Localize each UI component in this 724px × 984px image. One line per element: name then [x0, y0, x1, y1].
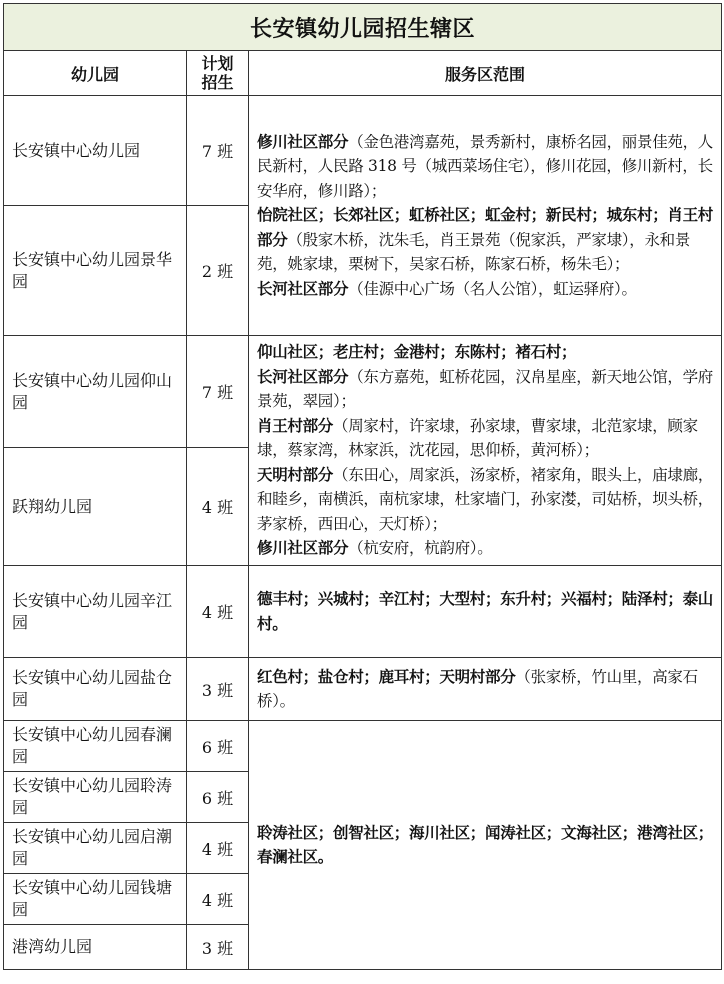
- area-segment-detail: （殷家木桥，沈朱毛，肖王景苑（倪家浜，严家埭），永和景苑，姚家埭，栗树下，吴家石桥，陈家石桥，杨朱毛）；: [257, 230, 691, 274]
- area-segment: [257, 277, 717, 302]
- kindergarten-name: [4, 658, 187, 721]
- name-text: 长安镇中心幼儿园启潮园: [12, 827, 173, 868]
- name-text: 长安镇中心幼儿园辛江园: [12, 590, 173, 632]
- kindergarten-name: [4, 206, 187, 336]
- name-text: 长安镇中心幼儿园春澜园: [12, 725, 173, 766]
- plan-count: 3 班: [187, 658, 249, 721]
- plan-count: 4 班: [187, 823, 249, 874]
- table-row: [4, 721, 722, 772]
- kindergarten-name: [4, 772, 187, 823]
- plan-count: 2 班: [187, 206, 249, 336]
- header-plan-text: 计划招生: [201, 54, 234, 92]
- table-row: [4, 336, 722, 448]
- area-segment-bold: 德丰村；兴城村；辛江村；大型村；东升村；兴福村；陆泽村；泰山村。: [257, 589, 714, 633]
- header-kindergarten: 幼儿园: [4, 51, 187, 96]
- area-segment-bold: 红色村；盐仓村；鹿耳村；天明村部分: [257, 666, 516, 686]
- plan-count: 7 班: [187, 336, 249, 448]
- table-row: [4, 96, 722, 206]
- area-segment: [257, 536, 717, 561]
- area-segment: [257, 340, 717, 365]
- kindergarten-name: [4, 336, 187, 448]
- area-segment-bold: 聆涛社区；创智社区；海川社区；闻涛社区；文海社区；港湾社区；春澜社区。: [257, 822, 714, 866]
- service-area: [249, 658, 722, 721]
- name-text: 长安镇中心幼儿园仰山园: [12, 370, 173, 412]
- header-area: 服务区范围: [249, 51, 722, 96]
- area-segment: [257, 463, 717, 537]
- area-segment-detail: （周家村，许家埭，孙家埭，曹家埭，北范家埭，顾家埭，蔡家湾，林家浜，沈花园，思仰桥，黄河桥）；: [257, 416, 698, 460]
- plan-count: 7 班: [187, 96, 249, 206]
- area-segment-detail: （东方嘉苑，虹桥花园，汉帛星座，新天地公馆，学府景苑，翠园）；: [257, 367, 714, 411]
- kindergarten-name: 长安镇中心幼儿园: [4, 96, 187, 206]
- header-plan: [187, 51, 249, 96]
- plan-count: 6 班: [187, 772, 249, 823]
- kindergarten-name: [4, 823, 187, 874]
- table-title: 长安镇幼儿园招生辖区: [4, 4, 722, 51]
- area-segment-bold: 怡院社区；长郊社区；虹桥社区；虹金村；新民村；城东村；肖王村部分: [257, 205, 714, 249]
- area-segment: [257, 414, 717, 463]
- plan-count: 4 班: [187, 874, 249, 925]
- kindergarten-name: [4, 566, 187, 658]
- area-segment: [257, 821, 717, 870]
- area-segment: [257, 203, 717, 277]
- name-text: 长安镇中心幼儿园聆涛园: [12, 776, 173, 817]
- area-segment-detail: （金色港湾嘉苑，景秀新村，康桥名园，丽景佳苑，人民新村，人民路 318 号（城西菜场住宅），修川花园，修川新村，长安华府，修川路）；: [257, 132, 714, 200]
- plan-count: 4 班: [187, 566, 249, 658]
- plan-count: 6 班: [187, 721, 249, 772]
- area-segment-bold: 长河社区部分: [257, 366, 349, 386]
- area-segment-detail: （佳源中心广场（名人公馆），虹运驿府）。: [348, 279, 637, 298]
- area-segment: [257, 130, 717, 204]
- service-area: [249, 336, 722, 566]
- service-area: [249, 96, 722, 336]
- plan-count: 3 班: [187, 925, 249, 970]
- enrollment-table: [3, 3, 722, 970]
- service-area: [249, 566, 722, 658]
- name-text: 长安镇中心幼儿园钱塘园: [12, 878, 173, 919]
- area-segment: [257, 365, 717, 414]
- name-text: 长安镇中心幼儿园景华园: [12, 249, 173, 291]
- service-area: [249, 721, 722, 970]
- table-row: [4, 566, 722, 658]
- area-segment-bold: 仰山社区；老庄村；金港村；东陈村；褚石村；: [257, 342, 577, 362]
- area-segment-bold: 肖王村部分: [257, 415, 334, 435]
- area-segment-detail: （张家桥，竹山里，高家石桥）。: [257, 667, 698, 710]
- area-segment: [257, 665, 717, 714]
- area-segment-detail: （杭安府，杭韵府）。: [348, 539, 493, 558]
- area-segment-bold: 长河社区部分: [257, 278, 349, 298]
- table-row: [4, 658, 722, 721]
- area-segment: [257, 587, 717, 636]
- kindergarten-name: [4, 721, 187, 772]
- area-segment-bold: 修川社区部分: [257, 131, 349, 151]
- area-segment-bold: 修川社区部分: [257, 538, 349, 558]
- name-text: 长安镇中心幼儿园盐仓园: [12, 668, 173, 709]
- kindergarten-name: [4, 874, 187, 925]
- kindergarten-name: 跃翔幼儿园: [4, 448, 187, 566]
- area-segment-detail: （东田心，周家浜，汤家桥，褚家角，眼头上，庙埭廊，和睦乡，南横浜，南杭家埭，杜家墙门，孙家漤，司姑桥，坝头桥，茅家桥，西田心，天灯桥）；: [257, 465, 714, 533]
- plan-count: 4 班: [187, 448, 249, 566]
- kindergarten-name: 港湾幼儿园: [4, 925, 187, 970]
- area-segment-bold: 天明村部分: [257, 464, 334, 484]
